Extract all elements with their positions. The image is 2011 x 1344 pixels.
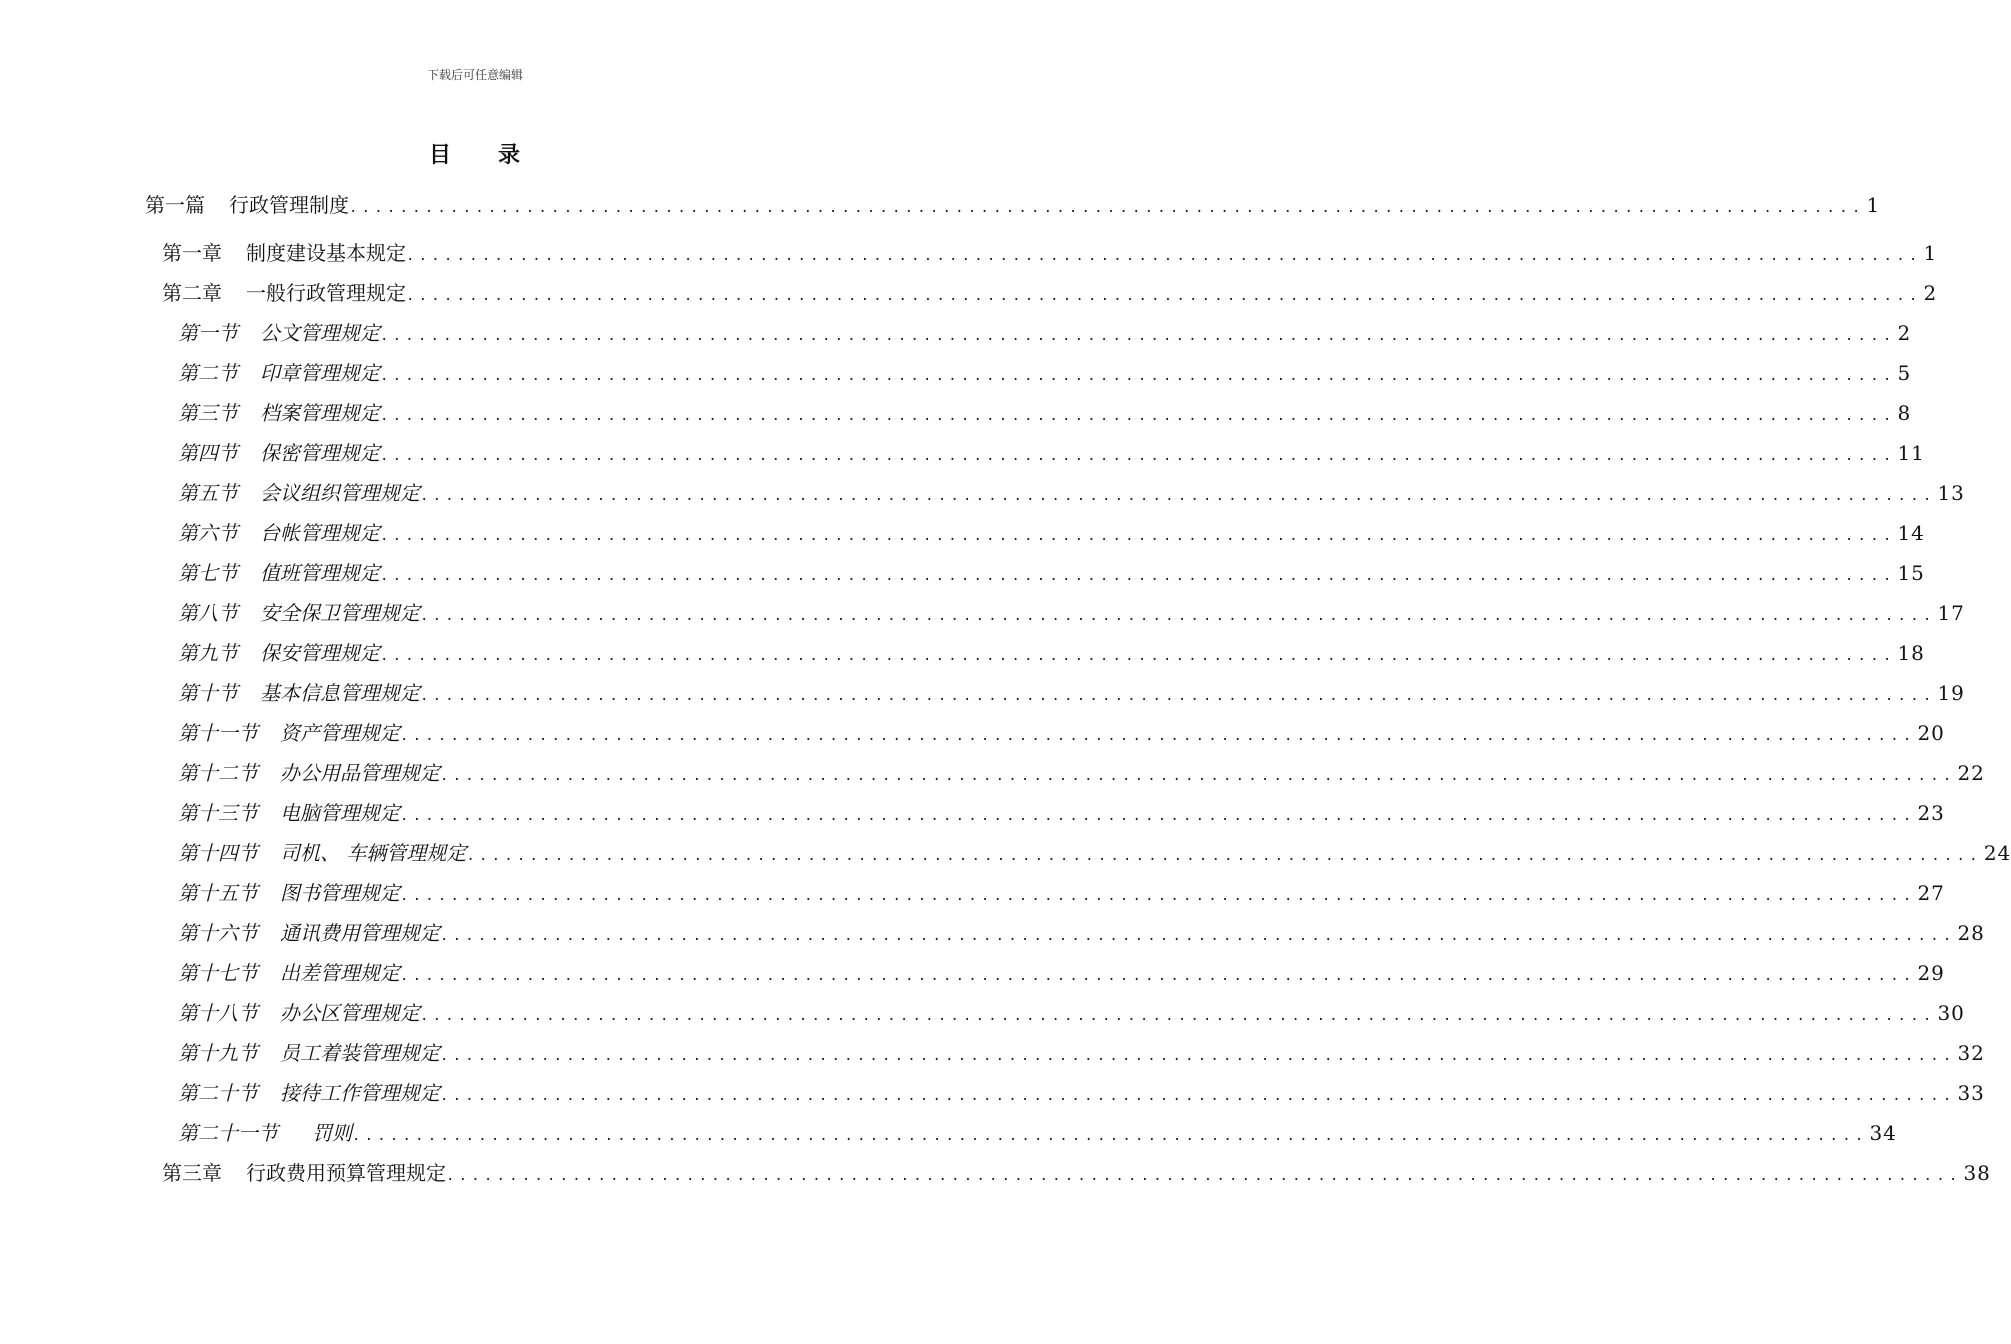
toc-entry[interactable] bbox=[178, 996, 1965, 1030]
toc-entry-page: 28 bbox=[1957, 921, 1985, 945]
toc-leader-dots: ........................................................................................................................ bbox=[440, 768, 1956, 784]
toc-entry-page: 5 bbox=[1897, 361, 1912, 385]
toc-leader-dots: ........................................................................................................................ bbox=[400, 888, 1916, 904]
toc-entry[interactable] bbox=[178, 476, 1965, 510]
toc-leader-dots: ........................................................................................................................ bbox=[406, 248, 1922, 264]
toc-entry[interactable] bbox=[178, 396, 1912, 430]
toc-entry[interactable] bbox=[178, 316, 1912, 350]
toc-leader-dots: ........................................................................................................................ bbox=[380, 528, 1896, 544]
toc-entry-title: 基本信息管理规定 bbox=[260, 681, 420, 705]
toc-entry-number: 第十六节 bbox=[178, 921, 258, 945]
toc-entry-page: 15 bbox=[1897, 561, 1925, 585]
toc-entry-page: 14 bbox=[1897, 521, 1925, 545]
toc-leader-dots: ........................................................................................................................ bbox=[420, 1008, 1936, 1024]
toc-entry[interactable] bbox=[178, 876, 1945, 910]
toc-entry[interactable] bbox=[178, 956, 1945, 990]
toc-entry[interactable] bbox=[178, 836, 2011, 870]
toc-entry[interactable] bbox=[162, 1156, 1991, 1190]
toc-leader-dots: ........................................................................................................................ bbox=[380, 328, 1896, 344]
toc-entry-number: 第十节 bbox=[178, 681, 238, 705]
toc-entry[interactable] bbox=[162, 236, 1938, 270]
toc-leader-dots: ........................................................................................................................ bbox=[400, 808, 1916, 824]
toc-leader-dots: ........................................................................................................................ bbox=[440, 1088, 1956, 1104]
toc-entry-number: 第十九节 bbox=[178, 1041, 258, 1065]
toc-entry-page: 32 bbox=[1957, 1041, 1985, 1065]
toc-entry-title: 值班管理规定 bbox=[260, 561, 380, 585]
toc-entry-title: 一般行政管理规定 bbox=[246, 281, 406, 305]
toc-entry-number: 第十七节 bbox=[178, 961, 258, 985]
toc-entry-number: 第十一节 bbox=[178, 721, 258, 745]
header-note: 下载后可任意编辑 bbox=[426, 68, 523, 82]
toc-entry-title: 行政费用预算管理规定 bbox=[246, 1161, 446, 1185]
toc-entry-title: 资产管理规定 bbox=[280, 721, 400, 745]
toc-entry-title: 罚则 bbox=[312, 1121, 352, 1145]
toc-entry-title: 公文管理规定 bbox=[260, 321, 380, 345]
toc-entry-page: 2 bbox=[1897, 321, 1912, 345]
toc-entry-title: 办公用品管理规定 bbox=[280, 761, 440, 785]
toc-entry-page: 22 bbox=[1957, 761, 1985, 785]
toc-entry[interactable] bbox=[178, 636, 1925, 670]
toc-entry-title: 台帐管理规定 bbox=[260, 521, 380, 545]
toc-entry-number: 第二章 bbox=[162, 281, 222, 305]
toc-leader-dots: ........................................................................................................................ bbox=[380, 408, 1896, 424]
toc-leader-dots: ........................................................................................................................ bbox=[446, 1168, 1962, 1184]
toc-entry[interactable] bbox=[178, 516, 1925, 550]
toc-entry-title: 司机、 车辆管理规定 bbox=[280, 841, 467, 865]
toc-entry-title: 会议组织管理规定 bbox=[260, 481, 420, 505]
toc-entry-title: 出差管理规定 bbox=[280, 961, 400, 985]
toc-entry[interactable] bbox=[178, 796, 1945, 830]
toc-leader-dots: ........................................................................................................................ bbox=[420, 488, 1936, 504]
toc-entry[interactable] bbox=[178, 356, 1912, 390]
toc-entry-title: 电脑管理规定 bbox=[280, 801, 400, 825]
toc-entry-number: 第十三节 bbox=[178, 801, 258, 825]
toc-leader-dots: ........................................................................................................................ bbox=[380, 448, 1896, 464]
toc-entry-page: 34 bbox=[1869, 1121, 1897, 1145]
toc-entry-title: 安全保卫管理规定 bbox=[260, 601, 420, 625]
toc-entry-page: 19 bbox=[1937, 681, 1965, 705]
toc-entry-number: 第一节 bbox=[178, 321, 238, 345]
toc-title-left: 目 bbox=[428, 142, 452, 168]
toc-leader-dots: ........................................................................................................................ bbox=[380, 368, 1896, 384]
toc-entry-page: 13 bbox=[1937, 481, 1965, 505]
toc-entry-number: 第十二节 bbox=[178, 761, 258, 785]
toc-leader-dots: ........................................................................................................................ bbox=[380, 648, 1896, 664]
toc-entry-page: 8 bbox=[1897, 401, 1912, 425]
toc-entry-title: 档案管理规定 bbox=[260, 401, 380, 425]
toc-leader-dots: ........................................................................................................................ bbox=[440, 928, 1956, 944]
toc-leader-dots: ........................................................................................................................ bbox=[400, 968, 1916, 984]
toc-entry-page: 11 bbox=[1897, 441, 1925, 465]
toc-leader-dots: ........................................................................................................................ bbox=[406, 288, 1922, 304]
toc-entry-number: 第九节 bbox=[178, 641, 238, 665]
toc-entry-title: 保密管理规定 bbox=[260, 441, 380, 465]
toc-entry[interactable] bbox=[162, 276, 1938, 310]
toc-entry-title: 行政管理制度 bbox=[229, 193, 349, 217]
toc-entry-page: 1 bbox=[1866, 193, 1881, 217]
toc-entry-number: 第七节 bbox=[178, 561, 238, 585]
toc-entry-page: 17 bbox=[1937, 601, 1965, 625]
toc-entry-title: 图书管理规定 bbox=[280, 881, 400, 905]
toc-entry[interactable] bbox=[178, 716, 1945, 750]
toc-entry[interactable] bbox=[145, 188, 1881, 222]
toc-leader-dots: ........................................................................................................................ bbox=[352, 1128, 1868, 1144]
toc-entry-page: 23 bbox=[1917, 801, 1945, 825]
toc-title-right: 录 bbox=[498, 142, 522, 168]
toc-entry-title: 印章管理规定 bbox=[260, 361, 380, 385]
toc-entry[interactable] bbox=[178, 556, 1925, 590]
toc-entry-page: 2 bbox=[1923, 281, 1938, 305]
toc-entry-number: 第四节 bbox=[178, 441, 238, 465]
toc-leader-dots: ........................................................................................................................ bbox=[380, 568, 1896, 584]
toc-entry-page: 27 bbox=[1917, 881, 1945, 905]
toc-entry[interactable] bbox=[178, 676, 1965, 710]
toc-entry[interactable] bbox=[178, 1076, 1985, 1110]
toc-leader-dots: ........................................................................................................................ bbox=[349, 200, 1865, 216]
toc-entry-page: 1 bbox=[1923, 241, 1938, 265]
toc-entry[interactable] bbox=[178, 756, 1985, 790]
toc-leader-dots: ........................................................................................................................ bbox=[420, 688, 1936, 704]
toc-entry-number: 第十五节 bbox=[178, 881, 258, 905]
toc-entry-title: 通讯费用管理规定 bbox=[280, 921, 440, 945]
toc-entry[interactable] bbox=[178, 436, 1925, 470]
toc-entry-page: 24 bbox=[1983, 841, 2011, 865]
toc-entry-number: 第五节 bbox=[178, 481, 238, 505]
toc-entry-page: 30 bbox=[1937, 1001, 1965, 1025]
toc-entry[interactable] bbox=[178, 916, 1985, 950]
toc-entry-title: 办公区管理规定 bbox=[280, 1001, 420, 1025]
toc-entry[interactable] bbox=[178, 1036, 1985, 1070]
toc-entry-page: 29 bbox=[1917, 961, 1945, 985]
toc-title bbox=[0, 138, 950, 169]
toc-entry-title: 接待工作管理规定 bbox=[280, 1081, 440, 1105]
toc-entry-number: 第三章 bbox=[162, 1161, 222, 1185]
toc-entry[interactable] bbox=[178, 1116, 1897, 1150]
toc-entry-page: 38 bbox=[1963, 1161, 1991, 1185]
toc-entry-number: 第一章 bbox=[162, 241, 222, 265]
toc-entry-number: 第一篇 bbox=[145, 193, 205, 217]
toc-entry-number: 第三节 bbox=[178, 401, 238, 425]
toc-entry[interactable] bbox=[178, 596, 1965, 630]
toc-entry-number: 第二十节 bbox=[178, 1081, 258, 1105]
toc-entry-number: 第二十一节 bbox=[178, 1121, 278, 1145]
toc-entry-page: 20 bbox=[1917, 721, 1945, 745]
toc-entry-number: 第二节 bbox=[178, 361, 238, 385]
toc-entry-number: 第八节 bbox=[178, 601, 238, 625]
toc-leader-dots: ........................................................................................................................ bbox=[440, 1048, 1956, 1064]
toc-leader-dots: ........................................................................................................................ bbox=[400, 728, 1916, 744]
toc-entry-title: 保安管理规定 bbox=[260, 641, 380, 665]
toc-entry-number: 第十四节 bbox=[178, 841, 258, 865]
toc-entry-title: 员工着装管理规定 bbox=[280, 1041, 440, 1065]
toc-entry-page: 33 bbox=[1957, 1081, 1985, 1105]
toc-leader-dots: ........................................................................................................................ bbox=[420, 608, 1936, 624]
toc-leader-dots: ........................................................................................................................ bbox=[466, 848, 1982, 864]
toc-entry-number: 第十八节 bbox=[178, 1001, 258, 1025]
toc-entry-title: 制度建设基本规定 bbox=[246, 241, 406, 265]
toc-entry-page: 18 bbox=[1897, 641, 1925, 665]
toc-entry-number: 第六节 bbox=[178, 521, 238, 545]
